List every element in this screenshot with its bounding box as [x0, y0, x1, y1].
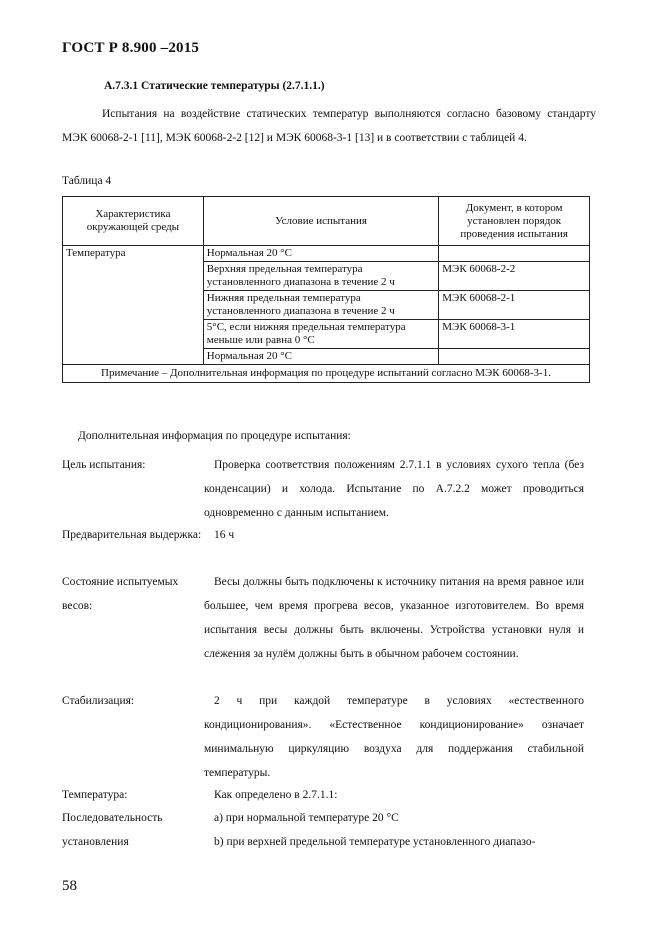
header-environment: Характеристика окружающей среды	[63, 197, 204, 246]
text-stabilization: 2 ч при каждой температуре в условиях «естественного кондиционирования». «Естественное кондиционирование» означает минимальную циркуляцию воздуха для поддержания стабильной температуры.	[204, 695, 584, 779]
header-condition: Условие испытания	[203, 197, 438, 246]
text-sequence-b: b) при верхней предельной температуре установленного диапазо-	[214, 836, 536, 848]
label-purpose: Цель испытания:	[62, 459, 146, 471]
label-sequence: Последовательность установления	[62, 812, 163, 848]
label-temperature: Температура:	[62, 789, 128, 801]
row-document	[439, 349, 590, 365]
conditions-table	[62, 196, 590, 383]
row-document: МЭК 60068-2-1	[439, 291, 590, 320]
text-temperature: Как определено в 2.7.1.1:	[214, 789, 338, 801]
group-label: Температура	[63, 246, 204, 365]
document-header: ГОСТ Р 8.900 –2015	[62, 40, 200, 56]
label-stabilization: Стабилизация:	[62, 695, 135, 707]
label-condition: Состояние испытуемых весов:	[62, 576, 179, 612]
row-condition: Нормальная 20 °С	[203, 246, 438, 262]
text-preconditioning: 16 ч	[214, 529, 235, 541]
table-note-row	[63, 365, 590, 383]
table-note: Примечание – Дополнительная информация по процедуре испытаний согласно МЭК 60068-3-1.	[63, 365, 590, 383]
table-header-row	[63, 197, 590, 246]
procedure-intro: Дополнительная информация по процедуре испытания:	[78, 430, 351, 442]
row-condition: Верхняя предельная температура установленного диапазона в течение 2 ч	[203, 262, 438, 291]
table-caption: Таблица 4	[62, 175, 112, 187]
row-document	[439, 246, 590, 262]
page-number: 58	[62, 878, 77, 894]
row-condition: Нижняя предельная температура установленного диапазона в течение 2 ч	[203, 291, 438, 320]
label-preconditioning: Предварительная выдержка:	[62, 529, 202, 541]
text-condition: Весы должны быть подключены к источнику питания на время равное или большее, чем время прогрева весов, указанное изготовителем. Во время испытания весы должны быть включены. Устройства установки нуля и слежения за нулём должны быть в обычном рабочем состоянии.	[204, 576, 584, 660]
intro-paragraph: Испытания на воздействие статических температур выполняются согласно базовому стандарту МЭК 60068-2-1 [11], МЭК 60068-2-2 [12] и МЭК 60068-3-1 [13] и в соответствии с таблицей 4.	[62, 108, 596, 144]
row-document: МЭК 60068-2-2	[439, 262, 590, 291]
text-purpose: Проверка соответствия положениям 2.7.1.1 в условиях сухого тепла (без конденсации) и холода. Испытание по А.7.2.2 может проводиться одновременно с данным испытанием.	[204, 459, 584, 519]
row-condition: 5°С, если нижняя предельная температура меньше или равна 0 °С	[203, 320, 438, 349]
table-row	[63, 246, 590, 262]
header-document: Документ, в котором установлен порядок проведения испытания	[439, 197, 590, 246]
row-document: МЭК 60068-3-1	[439, 320, 590, 349]
text-sequence-a: а) при нормальной температуре 20 °С	[214, 812, 399, 824]
row-condition: Нормальная 20 °С	[203, 349, 438, 365]
section-heading: A.7.3.1 Статические температуры (2.7.1.1.)	[104, 80, 325, 92]
